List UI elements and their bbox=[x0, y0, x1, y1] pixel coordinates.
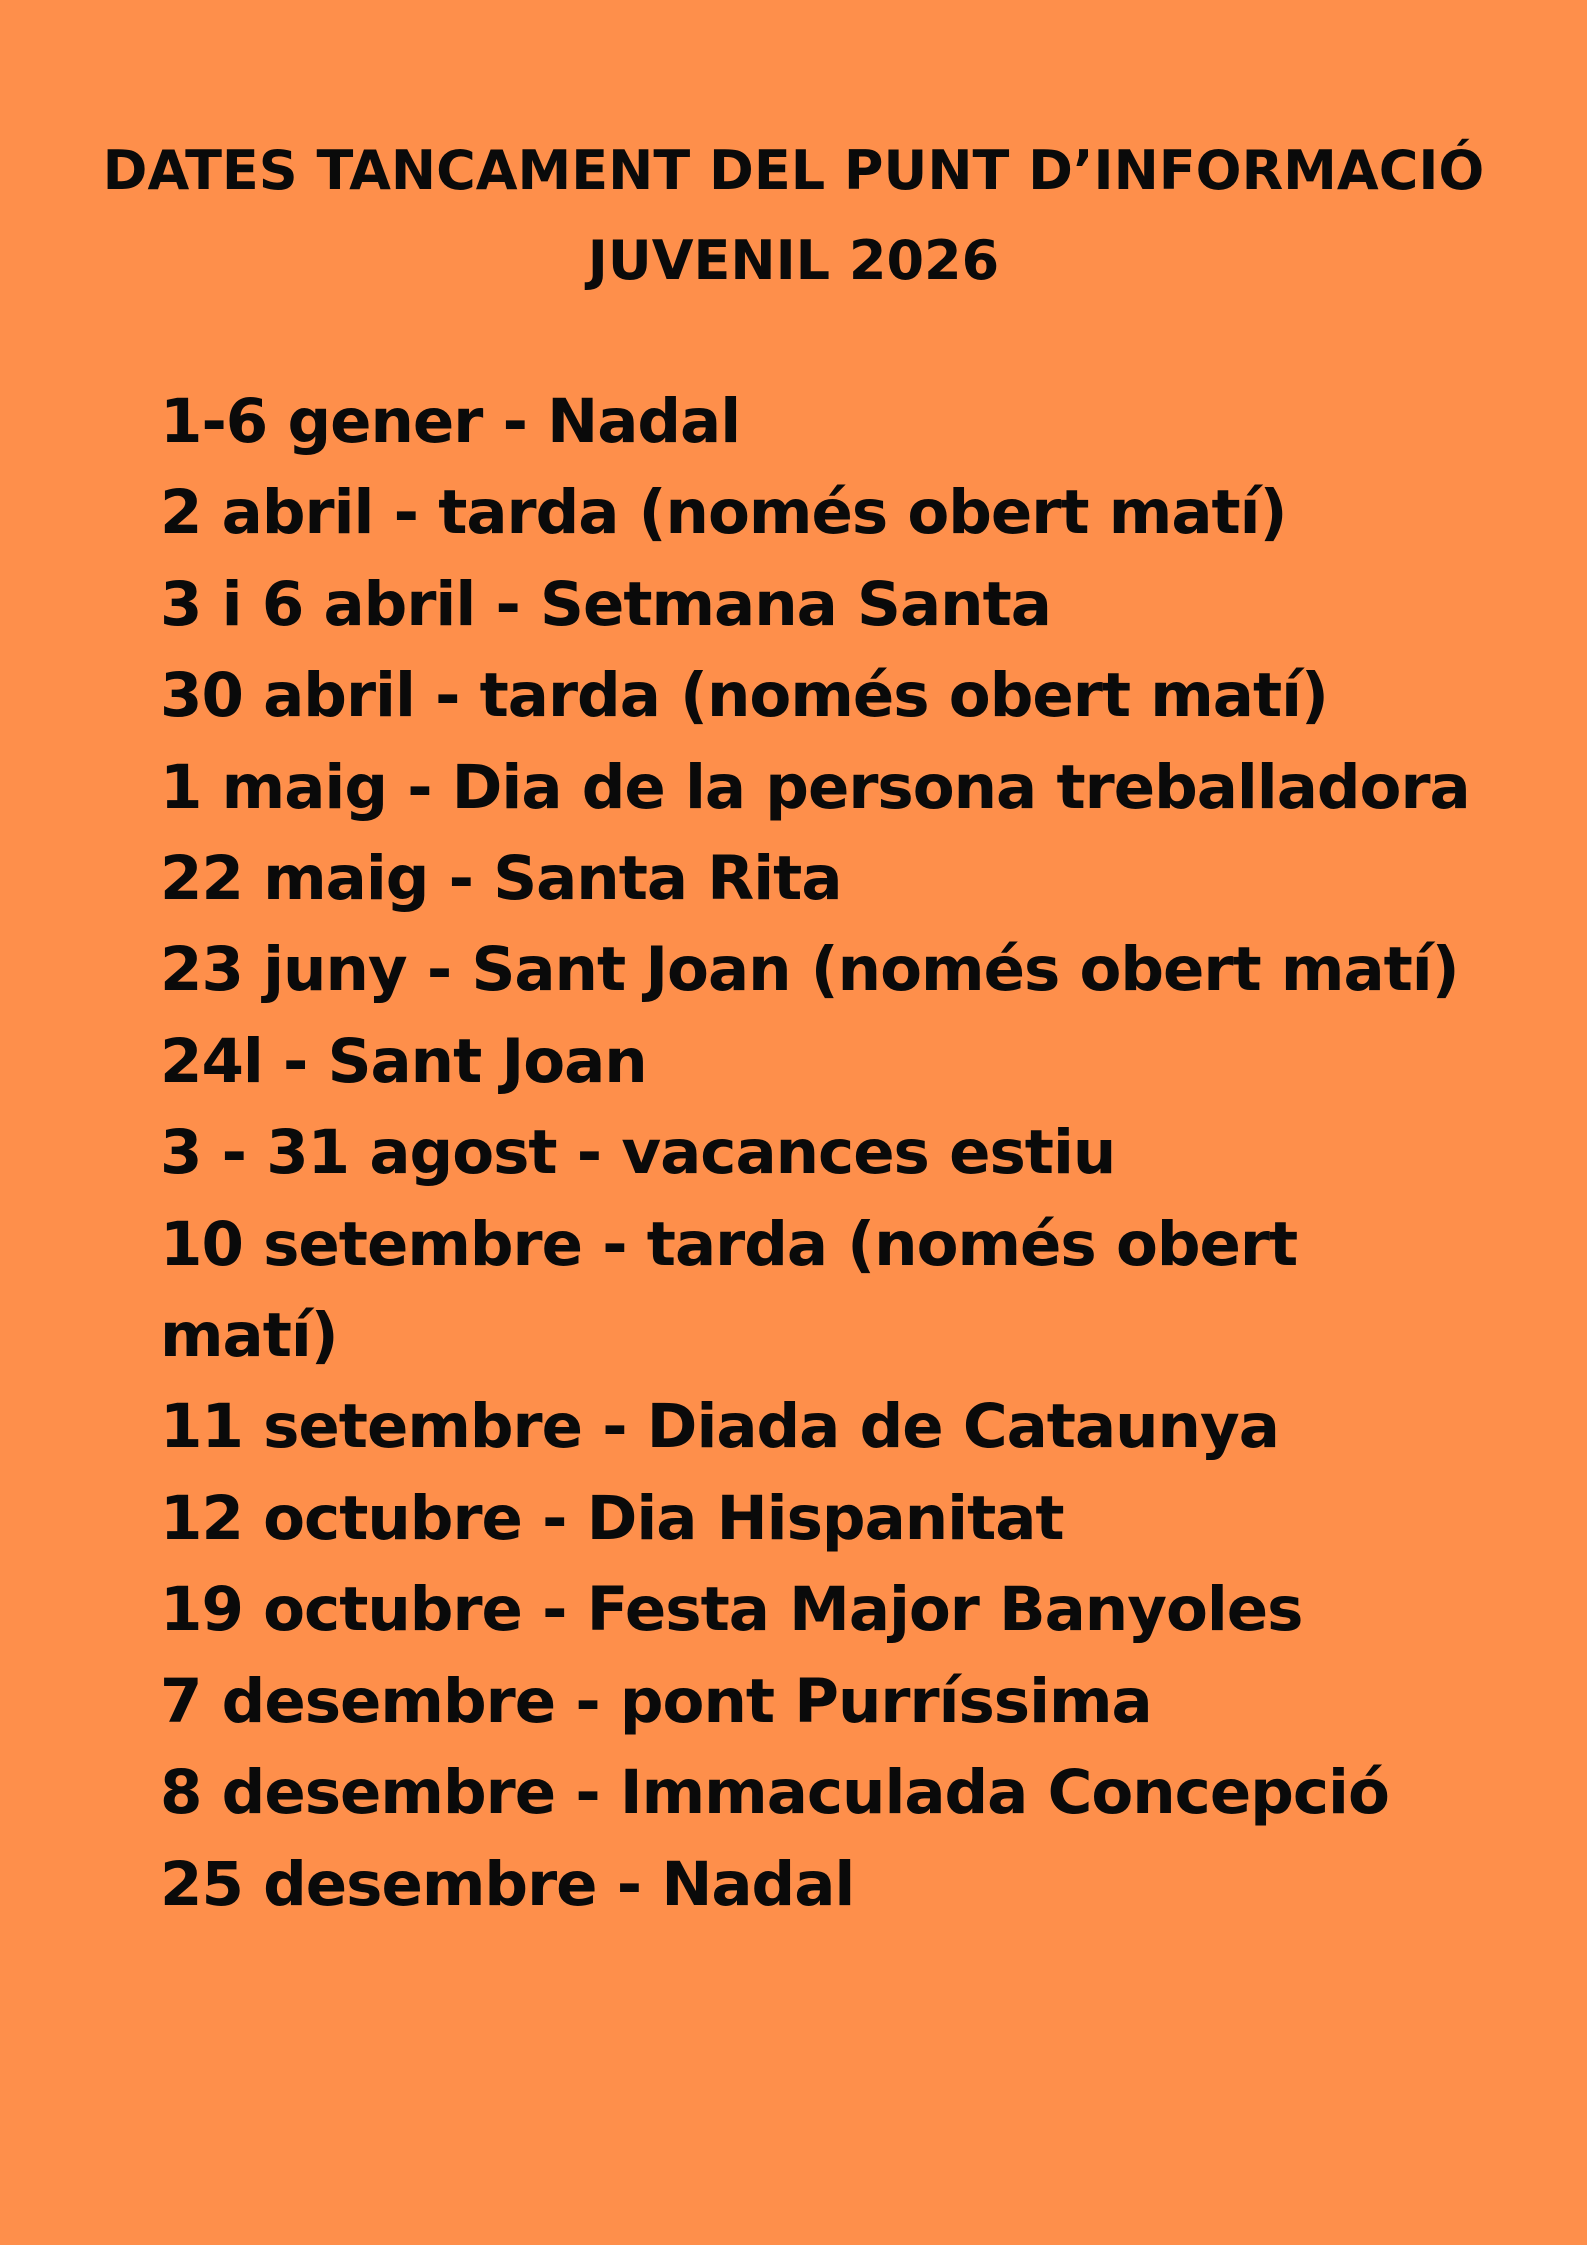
document-title bbox=[60, 126, 1527, 306]
list-item: 1-6 gener - Nadal bbox=[160, 386, 741, 457]
list-item: 8 desembre - Immaculada Concepció bbox=[160, 1757, 1389, 1829]
list-item: 7 desembre - pont Purríssima bbox=[160, 1665, 1152, 1737]
list-item: 22 maig - Santa Rita bbox=[160, 843, 842, 915]
list-item: 3 i 6 abril - Setmana Santa bbox=[160, 568, 1051, 640]
list-item: 19 octubre - Festa Major Banyoles bbox=[160, 1574, 1303, 1646]
list-item: 1 maig - Dia de la persona treballadora bbox=[160, 751, 1470, 823]
list-item-continuation: matí) bbox=[160, 1300, 338, 1372]
closure-dates-list bbox=[160, 376, 1470, 1930]
list-item: 24l - Sant Joan bbox=[160, 1025, 647, 1097]
list-item: 11 setembre - Diada de Cataunya bbox=[160, 1391, 1279, 1463]
list-item: 3 - 31 agost - vacances estiu bbox=[160, 1117, 1116, 1189]
list-item: 23 juny - Sant Joan (només obert matí) bbox=[160, 934, 1459, 1006]
list-item: 10 setembre - tarda (només obert bbox=[160, 1208, 1298, 1280]
list-item: 30 abril - tarda (només obert matí) bbox=[160, 660, 1328, 732]
list-item: 25 desembre - Nadal bbox=[160, 1848, 855, 1920]
list-item: 2 abril - tarda (només obert matí) bbox=[160, 477, 1287, 549]
title-line-1: DATES TANCAMENT DEL PUNT D’INFORMACIÓ bbox=[102, 139, 1485, 202]
title-line-2: JUVENIL 2026 bbox=[587, 229, 1000, 292]
list-item: 12 octubre - Dia Hispanitat bbox=[160, 1482, 1064, 1554]
